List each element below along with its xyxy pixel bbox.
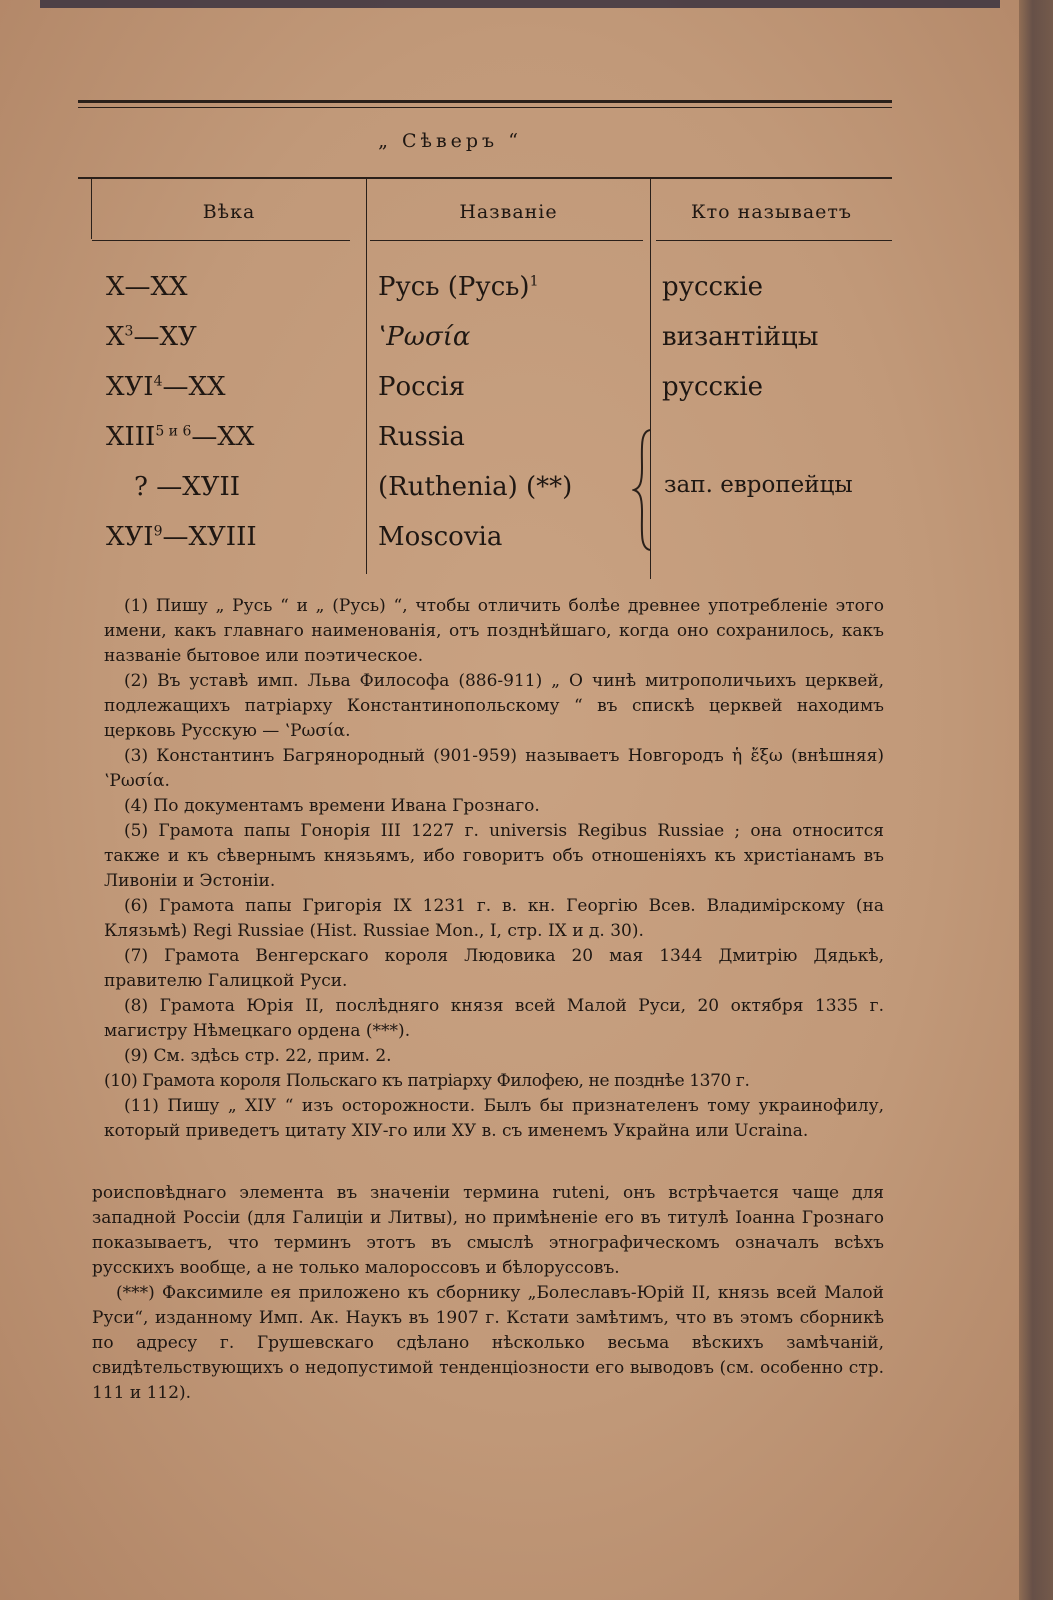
header-rule <box>78 100 892 103</box>
footnote-5: (5) Грамота папы Гонорія III 1227 г. universis Regibus Russiae ; она относится также и къ сѣвернымъ князьямъ, ибо говоритъ объ отношеніяхъ къ христіанамъ въ Ливоніи и Эстоніи. <box>104 821 884 891</box>
footnote-8: (8) Грамота Юрія II, послѣдняго князя всей Малой Руси, 20 октября 1335 г. магистру Нѣмецкаго ордена (***). <box>104 996 884 1041</box>
continuation-paragraph-1: роисповѣднаго элемента въ значеніи термина ruteni, онъ встрѣчается чаще для западной Россіи (для Галиціи и Литвы), но примѣненіе его въ титулѣ Іоанна Грознаго показываетъ, что терминъ этотъ въ смыслѣ этнографическомъ означалъ всѣхъ русскихъ вообще, а не только малороссовъ и бѣлоруссовъ. <box>92 1183 884 1278</box>
running-title: „ Сѣверъ “ <box>378 130 522 152</box>
row-2-century: $X^3—XУ$ <box>106 322 197 352</box>
row-4-century: $XIII^{5 и 6}—XX$ <box>106 422 255 452</box>
row-4-name: Russia <box>378 422 465 452</box>
row-3-who: русскіе <box>662 372 764 402</box>
footnote-11: (11) Пишу „ XIУ “ изъ осторожности. Былъ бы признателенъ тому украинофилу, который приведетъ цитату XIУ-го или XУ в. съ именемъ Украйна или Ucraina. <box>104 1096 884 1141</box>
table-top-rule <box>78 177 892 179</box>
footnotes <box>104 594 884 1144</box>
footnote-4: (4) По документамъ времени Ивана Грознаго. <box>124 796 540 816</box>
continued-footnote-text <box>92 1181 884 1406</box>
row-6-century: XУI$^9$—XУIII <box>106 522 257 552</box>
table-head-rule-2 <box>370 240 643 241</box>
row-2-who: византійцы <box>662 322 819 352</box>
page-binding-edge <box>1019 0 1053 1600</box>
footnote-1: (1) Пишу „ Русь “ и „ (Русь) “, чтобы отличить болѣе древнее употребленіе этого имени, какъ главнаго наименованія, отъ позднѣйшаго, когда оно сохранилось, какъ названіе бытовое или поэтическое. <box>104 596 884 666</box>
footnote-2: (2) Въ уставѣ имп. Льва Философа (886-911) „ О чинѣ митрополичьихъ церквей, подлежащихъ патріарху Константинопольскому “ въ спискѣ церквей находимъ церковь Русскую — ʽΡωσία. <box>104 671 884 741</box>
footnote-10: (10) Грамота короля Польскаго къ патріарху Филофею, не позднѣе 1370 г. <box>104 1071 750 1091</box>
header-rule-thin <box>78 107 892 108</box>
row-5-who: зап. европейцы <box>664 472 853 498</box>
column-header-name: Названіе <box>459 201 558 223</box>
continuation-paragraph-2: (***) Факсимиле ея приложено къ сборнику „Болеславъ-Юрій II, князь всей Малой Руси“, изданному Имп. Ак. Наукъ въ 1907 г. Кстати замѣтимъ, что въ этомъ сборникѣ по адресу г. Грушевскаго сдѣлано нѣсколько весьма вѣскихъ замѣчаній, свидѣтельствующихъ о недопустимой тенденціозности его выводовъ (см. особенно стр. 111 и 112). <box>92 1283 884 1403</box>
row-1-century: X—XX <box>106 272 188 302</box>
row-5-name: (Ruthenia) (**) <box>378 472 573 502</box>
row-6-name: Moscovia <box>378 522 503 552</box>
footnote-7: (7) Грамота Венгерскаго короля Людовика 20 мая 1344 Дмитрію Дядькѣ, правителю Галицкой Руси. <box>104 946 884 991</box>
table-head-rule-3 <box>656 240 892 241</box>
table-divider-1 <box>366 179 367 574</box>
column-header-centuries: Вѣка <box>202 201 256 223</box>
page-top-edge <box>40 0 1000 8</box>
row-1-name: Русь (Русь)$^1$ <box>378 272 539 302</box>
table-head-rule-1 <box>92 240 350 241</box>
footnote-9: (9) См. здѣсь стр. 22, прим. 2. <box>124 1046 392 1066</box>
row-5-century: ? —XУII <box>134 472 241 502</box>
column-header-who: Кто называетъ <box>690 201 853 223</box>
curly-brace-icon <box>632 428 656 552</box>
row-3-century: XУI$^4$—XX <box>106 372 226 402</box>
row-1-who: русскіе <box>662 272 764 302</box>
footnote-6: (6) Грамота папы Григорія IX 1231 г. в. кн. Георгію Всев. Владимірскому (на Клязьмѣ) Regi Russiae (Hist. Russiae Mon., I, стр. IX и д. 30). <box>104 896 884 941</box>
row-3-name: Россія <box>378 372 465 402</box>
footnote-3: (3) Константинъ Багрянородный (901-959) называетъ Новгородъ ἡ ἔξω (внѣшняя) ʽΡωσία. <box>104 746 884 791</box>
row-2-name: ʽΡωσία <box>378 322 471 352</box>
